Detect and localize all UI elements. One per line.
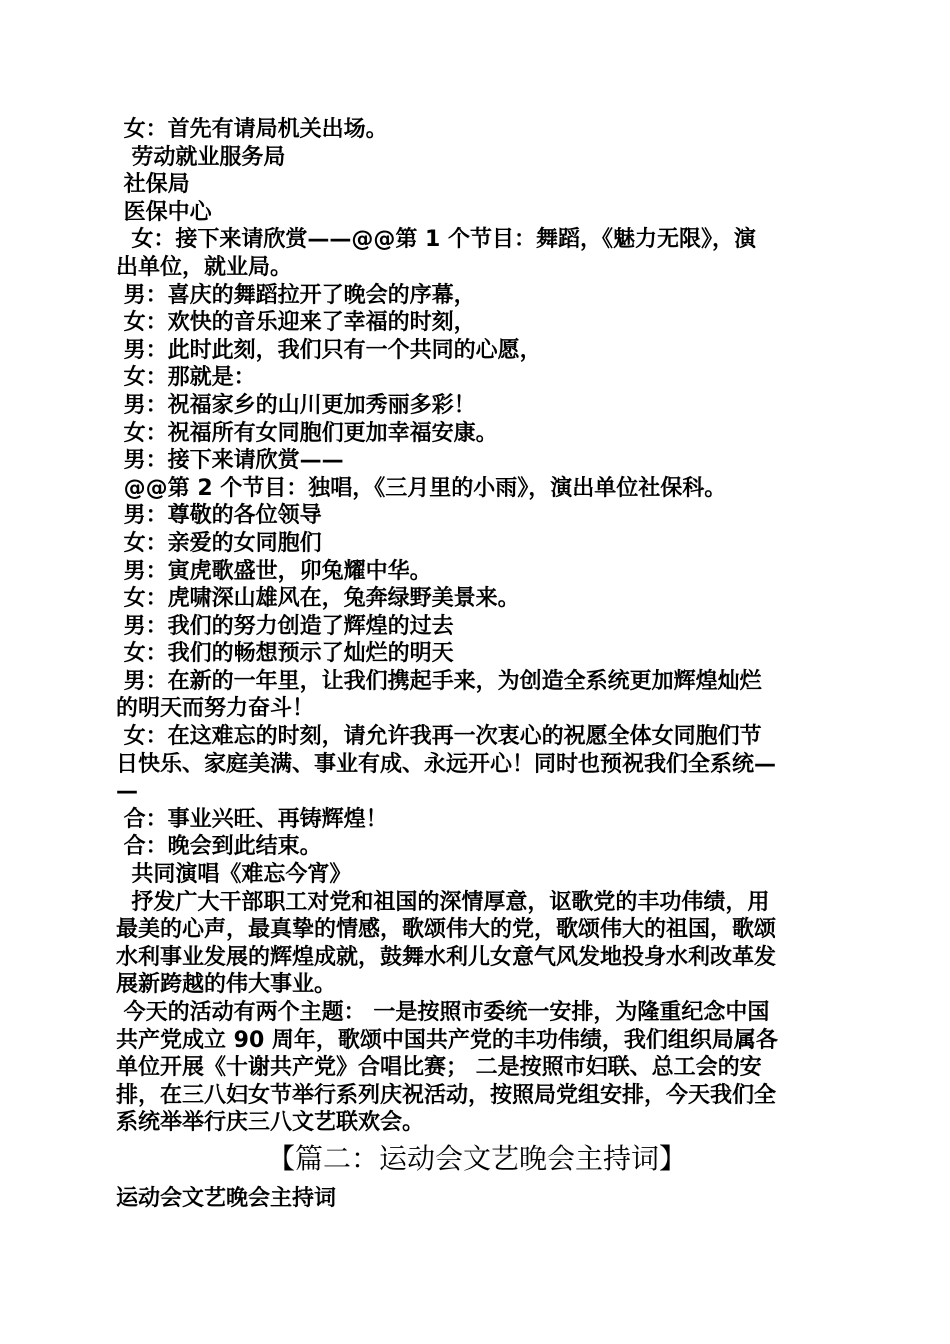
text-line: 女：接下来请欣赏——@@第 1 个节目：舞蹈，《魅力无限》，演: [116, 227, 756, 253]
section-heading: 【篇二：运动会文艺晚会主持词】: [266, 1141, 687, 1175]
text-line: 女：我们的畅想预示了灿烂的明天: [116, 641, 454, 667]
text-line: 男：喜庆的舞蹈拉开了晚会的序幕，: [116, 282, 476, 308]
text-line: 医保中心: [116, 199, 212, 225]
text-line: 女：欢快的音乐迎来了幸福的时刻，: [116, 310, 476, 336]
document-body: [116, 116, 838, 1137]
text-line: 抒发广大干部职工对党和祖国的深情厚意，讴歌党的丰功伟绩，用: [116, 889, 770, 915]
text-line: 男：尊敬的各位领导: [116, 503, 322, 529]
text-line: 劳动就业服务局: [116, 144, 286, 170]
subsection-title: 运动会文艺晚会主持词: [116, 1185, 337, 1211]
text-line: 单位开展《十谢共产党》合唱比赛； 二是按照市妇联、总工会的安: [116, 1055, 762, 1081]
text-line: 的明天而努力奋斗！: [116, 696, 315, 722]
text-line: 日快乐、家庭美满、事业有成、永远开心！同时也预祝我们全系统—: [116, 751, 777, 777]
text-line: 出单位，就业局。: [116, 254, 293, 280]
text-line: 男：此时此刻，我们只有一个共同的心愿，: [116, 337, 542, 363]
text-line: 合：晚会到此结束。: [116, 834, 322, 860]
text-line: 水利事业发展的辉煌成就，鼓舞水利儿女意气风发地投身水利改革发: [116, 944, 777, 970]
text-line: 系统举举行庆三八文艺联欢会。: [116, 1110, 425, 1136]
text-line: 最美的心声，最真挚的情感，歌颂伟大的党，歌颂伟大的祖国，歌颂: [116, 917, 777, 943]
text-line: 社保局: [116, 172, 190, 198]
text-line: 男：接下来请欣赏——: [116, 448, 344, 474]
text-line: 女：虎啸深山雄风在，兔奔绿野美景来。: [116, 586, 520, 612]
text-line: 女：祝福所有女同胞们更加幸福安康。: [116, 420, 498, 446]
text-line: 今天的活动有两个主题： 一是按照市委统一安排，为隆重纪念中国: [116, 1000, 770, 1025]
text-line: 排，在三八妇女节举行系列庆祝活动，按照局党组安排，今天我们全: [116, 1082, 777, 1108]
text-line: 女：在这难忘的时刻，请允许我再一次衷心的祝愿全体女同胞们节: [116, 724, 762, 750]
text-line: 女：首先有请局机关出场。: [116, 117, 388, 142]
text-line: 合：事业兴旺、再铸辉煌！: [116, 806, 388, 832]
text-line: 共产党成立 90 周年，歌颂中国共产党的丰功伟绩，我们组织局属各: [116, 1027, 778, 1053]
text-line: —: [116, 779, 138, 805]
text-line: @@第 2 个节目：独唱，《三月里的小雨》，演出单位社保科。: [116, 475, 727, 501]
document-page: [116, 116, 838, 1213]
text-line: 共同演唱《难忘今宵》: [116, 862, 352, 888]
text-line: 男：我们的努力创造了辉煌的过去: [116, 613, 454, 639]
text-line: 男：在新的一年里，让我们携起手来，为创造全系统更加辉煌灿烂: [116, 668, 762, 694]
text-line: 男：祝福家乡的山川更加秀丽多彩！: [116, 392, 476, 418]
text-line: 女：亲爱的女同胞们: [116, 530, 322, 556]
text-line: 展新跨越的伟大事业。: [116, 972, 337, 998]
text-line: 女：那就是：: [116, 365, 256, 391]
text-line: 男：寅虎歌盛世，卯兔耀中华。: [116, 558, 432, 584]
